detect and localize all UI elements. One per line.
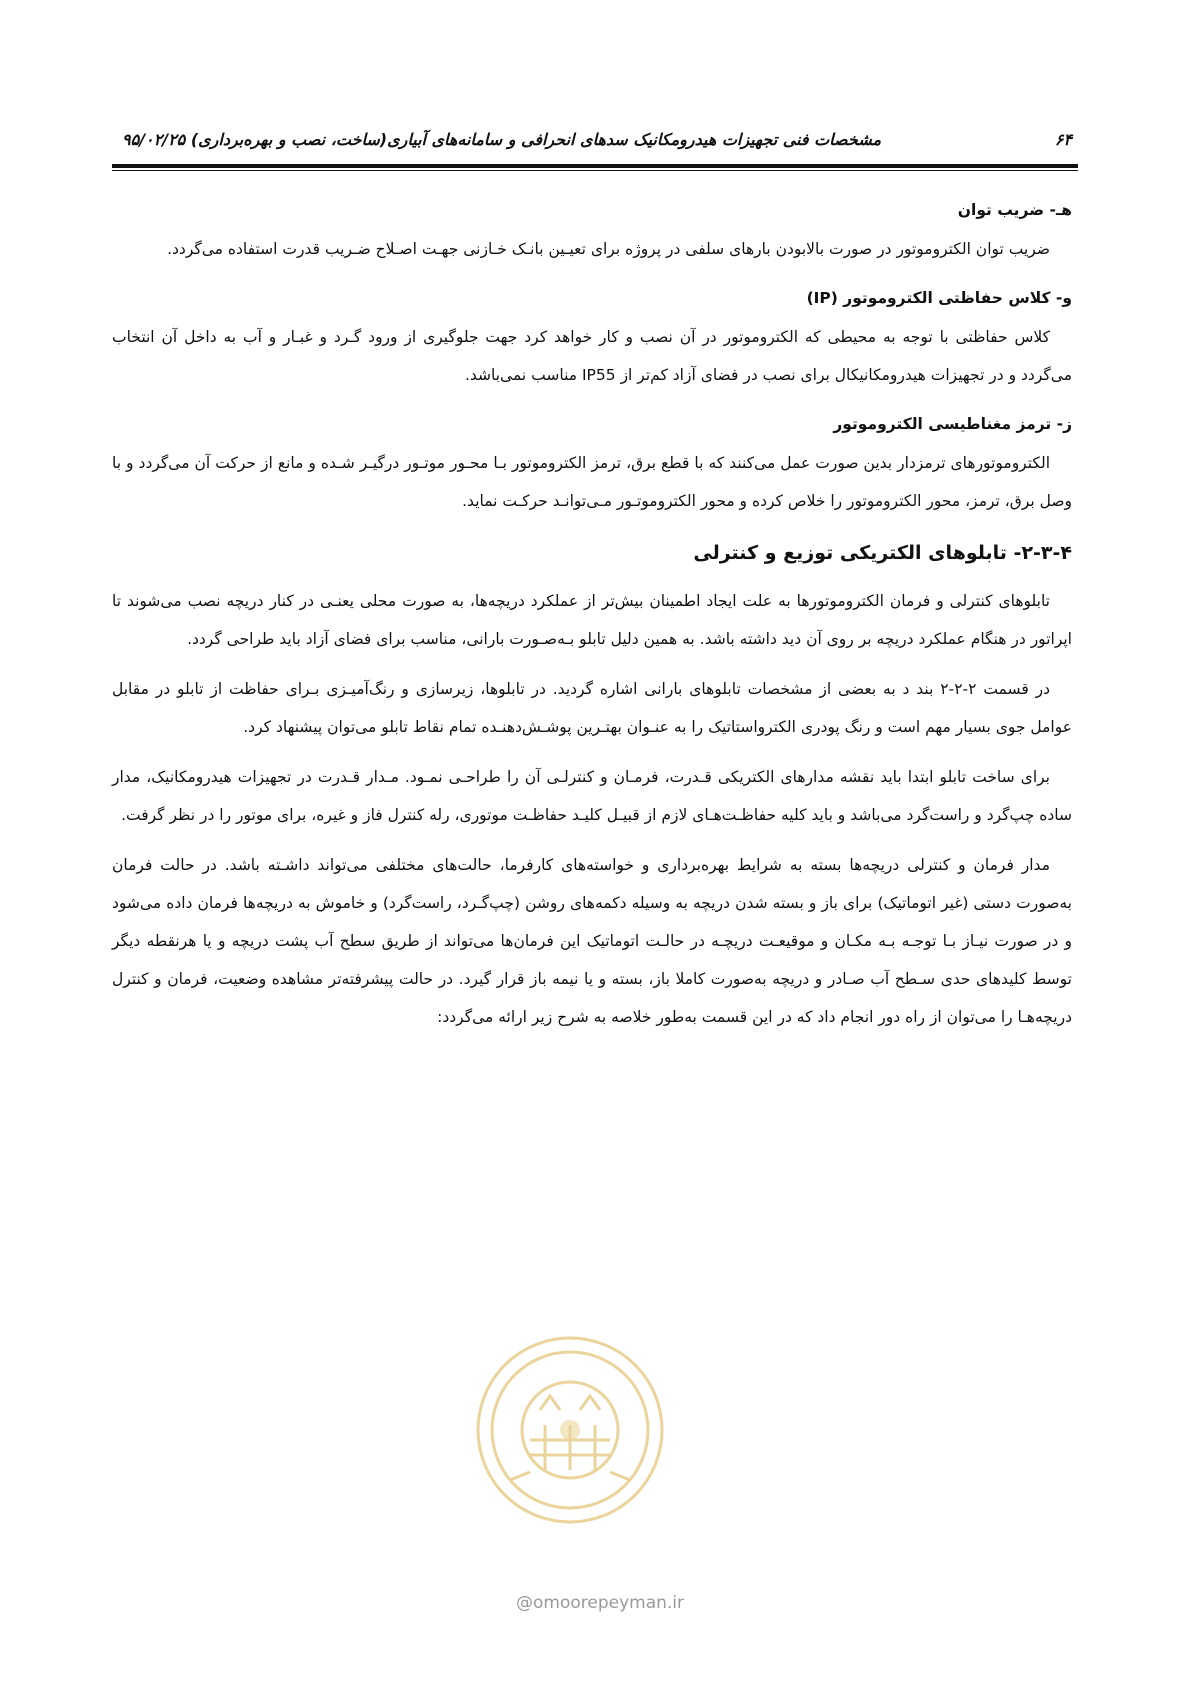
paragraph-protection-class: کلاس حفاظتی با توجه به محیطی که الکتروموتور در آن نصب و کار خواهد کرد جهت جلوگیری از ورود گـرد و غبـار و آب به داخل آن انتخاب می‌گردد و در تجهیزات هیدرومکانیکال برای نصب در فضای آزاد کم‌تر از IP55 مناسب نمی‌باشد. — [112, 328, 1072, 384]
paragraph-magnetic-brake: الکتروموتورهای ترمزدار بدین صورت عمل می‌کنند که با قطع برق، ترمز الکتروموتور بـا محـور موتـور درگیـر شـده و مانع از حرکت آن می‌گردد و با وصل برق، ترمز، محور الکتروموتور را خلاص کرده و محور الکتروموتـور مـی‌توانـد حرکـت نماید. — [112, 454, 1072, 510]
page-number: ۶۴ — [1054, 130, 1072, 149]
paragraph-panels-3: برای ساخت تابلو ابتدا باید نقشه مدارهای الکتریکی قـدرت، فرمـان و کنترلـی آن را طراحـی نمـود. مـدار قـدرت در تجهیزات هیدرومکانیک، مدار ساده چپ‌گرد و راست‌گرد می‌باشد و باید کلیه حفاظـت‌هـای لازم از قبیـل کلیـد حفاظـت موتوری، رله کنترل فاز و غیره، برای موتور را در نظر گرفت. — [112, 768, 1072, 824]
watermark-seal-logo — [470, 1330, 670, 1550]
subheading-protection-class: و- کلاس حفاظتی الکتروموتور (IP) — [806, 289, 1072, 307]
paragraph-power-factor: ضریب توان الکتروموتور در صورت بالابودن بارهای سلفی در پروژه برای تعیـین بانـک خـازنی جهـت اصـلاح ضـریب قدرت استفاده می‌گردد. — [167, 240, 1050, 258]
subheading-power-factor: هـ- ضریب توان — [957, 201, 1072, 219]
paragraph-panels-4: مدار فرمان و کنترلی دریچه‌ها بسته به شرایط بهره‌برداری و خواسته‌های کارفرما، حالت‌های مختلفی می‌تواند داشـته باشد. در حالت فرمان به‌صورت دستی (غیر اتوماتیک) برای باز و بسته شدن دریچه به وسیله دکمه‌های روشن (چپ‌گـرد، راست‌گرد) و خاموش به دریچه‌ها فرمان داده می‌شود و در صورت نیـاز بـا توجـه بـه مکـان و موقیعـت دریچـه در حالـت اتوماتیک این فرمان‌ها می‌تواند از طریق سطح آب پشت دریچه و یا هرنقطه دیگر توسط کلیدهای حدی سـطح آب صـادر و دریچه به‌صورت کاملا باز، بسته و یا نیمه باز قرار گیرد. در حالت پیشرفته‌تر مشاهده وضعیت، فرمان و کنترل دریچه‌هـا را می‌توان از راه دور انجام داد که در این قسمت به‌طور خلاصه به شرح زیر ارائه می‌گردد: — [112, 856, 1072, 1026]
running-title: مشخصات فنی تجهیزات هیدرومکانیک سدهای انحرافی و سامانه‌های آبیاری(ساخت، نصب و بهره‌برداری) ۹۵/۰۲/۲۵ — [122, 130, 882, 149]
subheading-magnetic-brake: ز- ترمز مغناطیسی الکتروموتور — [833, 415, 1072, 433]
paragraph-panels-1: تابلوهای کنترلی و فرمان الکتروموتورها به علت ایجاد اطمینان بیش‌تر از عملکرد دریچه‌ها، به صورت محلی یعنـی در کنار دریچه نصب می‌شوند تا اپراتور در هنگام عملکرد دریچه بر روی آن دید داشته باشد. به همین دلیل تابلو بـه‌صـورت بارانی، مناسب برای فضای آزاد باید طراحی گردد. — [112, 592, 1072, 648]
paragraph-panels-2: در قسمت ۲-۲-۲ بند د به بعضی از مشخصات تابلوهای بارانی اشاره گردید. در تابلوها، زیرسازی و رنگ‌آمیـزی بـرای حفاظت از تابلو در مقابل عوامل جوی بسیار مهم است و رنگ پودری الکترواستاتیک را به عنـوان بهتـرین پوشـش‌دهنـده تمام نقاط تابلو می‌توان پیشنهاد کرد. — [112, 680, 1072, 736]
page-header — [112, 126, 1078, 156]
header-rule-thick — [112, 164, 1078, 168]
section-heading-control-panels: ۲-۳-۴- تابلوهای الکتریکی توزیع و کنترلی — [693, 542, 1072, 564]
watermark-url: @omoorepeyman.ir — [515, 1593, 685, 1613]
page-body — [112, 190, 1072, 1048]
header-rule-thin — [112, 170, 1078, 171]
